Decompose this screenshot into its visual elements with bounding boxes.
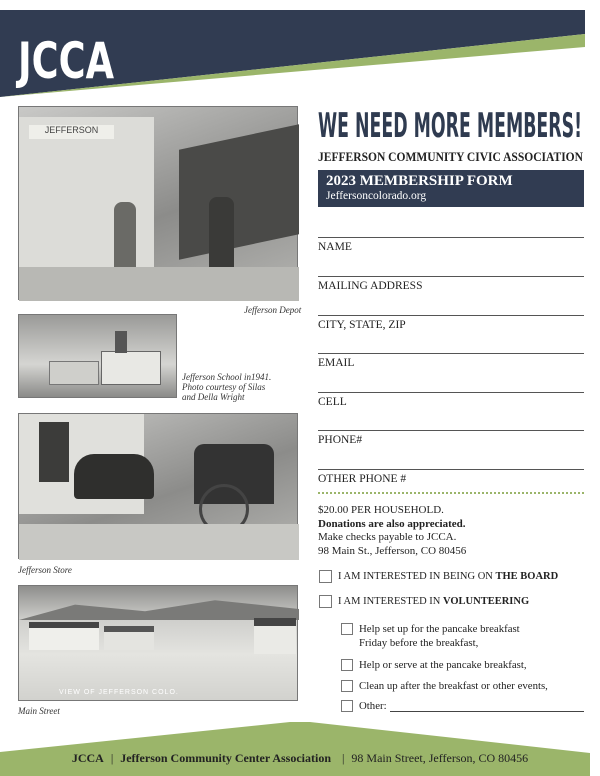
board-checkbox[interactable] (319, 570, 332, 583)
other-input-line[interactable] (390, 701, 584, 712)
svg-text:JCCA: JCCA (15, 32, 115, 90)
volunteer-checkbox-row[interactable]: I AM INTERESTED IN VOLUNTEERING (319, 595, 585, 608)
footer-banner (0, 720, 600, 776)
cell-field[interactable]: CELL (318, 392, 584, 408)
volunteer-checkbox[interactable] (319, 595, 332, 608)
school-caption: Jefferson School in1941. Photo courtesy of Silas and Della Wright (182, 372, 272, 402)
board-checkbox-row[interactable]: I AM INTERESTED IN BEING ON THE BOARD (319, 570, 585, 583)
main-street-photo: VIEW OF JEFFERSON COLO. (18, 585, 298, 701)
form-title-band (318, 170, 584, 207)
jcca-logo (15, 24, 116, 90)
store-caption: Jefferson Store (18, 565, 72, 575)
other-checkbox[interactable] (341, 700, 353, 712)
dotted-divider (318, 492, 584, 494)
setup-checkbox[interactable] (341, 623, 353, 635)
cleanup-checkbox[interactable] (341, 680, 353, 692)
name-field[interactable]: NAME (318, 237, 584, 253)
jefferson-store-photo (18, 413, 298, 559)
other-phone-field[interactable]: OTHER PHONE # (318, 469, 584, 485)
headline (318, 104, 584, 146)
option-cleanup[interactable]: Clean up after the breakfast or other events, (341, 679, 584, 693)
jefferson-school-photo (18, 314, 177, 398)
footer-text: JCCA | Jefferson Community Center Association | 98 Main Street, Jefferson, CO 80456 (71, 751, 529, 765)
city-state-zip-field[interactable]: CITY, STATE, ZIP (318, 315, 584, 331)
footer-roof (0, 722, 590, 776)
website-link[interactable]: Jeffersoncolorado.org (326, 190, 427, 202)
jefferson-depot-photo: JEFFERSON (18, 106, 298, 300)
email-field[interactable]: EMAIL (318, 353, 584, 369)
depot-caption: Jefferson Depot (244, 305, 302, 315)
organization-name (318, 149, 584, 165)
serve-checkbox[interactable] (341, 659, 353, 671)
form-title: 2023 MEMBERSHIP FORM (326, 173, 513, 189)
phone-field[interactable]: PHONE# (318, 430, 584, 446)
fee-info: $20.00 PER HOUSEHOLD. Donations are also appreciated. Make checks payable to JCCA. 98 Main St., Jefferson, CO 80456 (318, 504, 467, 557)
svg-text:WE NEED MORE MEMBERS!: WE NEED MORE MEMBERS! (318, 106, 582, 146)
main-street-caption: Main Street (18, 706, 60, 716)
svg-text:JEFFERSON COMMUNITY CIVIC ASSO: JEFFERSON COMMUNITY CIVIC ASSOCIATION (318, 150, 584, 164)
mailing-address-field[interactable]: MAILING ADDRESS (318, 276, 584, 292)
option-setup[interactable]: Help set up for the pancake breakfast Friday before the breakfast, (341, 622, 584, 650)
option-other[interactable]: Other: (341, 699, 584, 713)
option-serve[interactable]: Help or serve at the pancake breakfast, (341, 658, 584, 672)
